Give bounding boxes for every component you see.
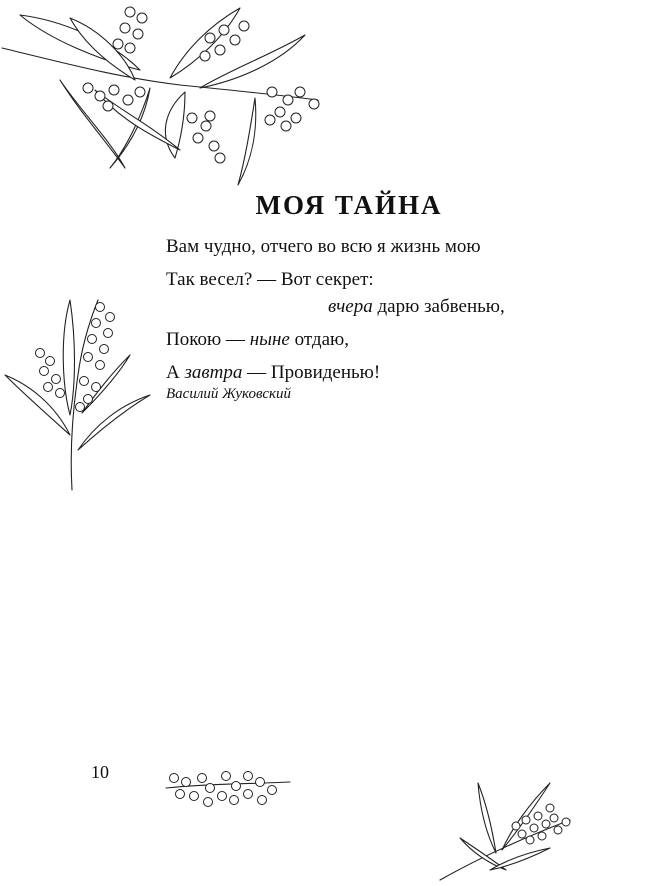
poem-line-3-rest: дарю забвенью, [372, 296, 505, 317]
poem-line-4-start: Покою — [166, 329, 250, 350]
poem-body [166, 230, 505, 389]
poem-line-1: Вам чудно, отчего во всю я жизнь мою [166, 236, 481, 257]
poem-line-4 [166, 323, 505, 356]
poem-line-4-rest: отдаю, [289, 329, 349, 350]
poem-emphasis-tomorrow: завтра [184, 362, 243, 383]
poem-emphasis-now: ныне [249, 329, 290, 350]
poem-line-5-rest: — Провиденью! [242, 362, 381, 383]
page-number: 10 [91, 762, 109, 782]
mimosa-branch-icon [0, 0, 330, 190]
poem-line-5 [166, 356, 505, 389]
poem-line-5-start: А [166, 362, 185, 383]
poem-title: МОЯ ТАЙНА [255, 190, 443, 220]
mimosa-twig-icon [430, 778, 580, 886]
mimosa-sprig-icon [0, 295, 160, 495]
poem-line-2: Так весел? — Вот секрет: [166, 269, 374, 290]
poem-author: Василий Жуковский [166, 386, 291, 402]
mimosa-cluster-icon [164, 766, 294, 816]
poem-emphasis-yesterday: вчера [328, 296, 373, 317]
